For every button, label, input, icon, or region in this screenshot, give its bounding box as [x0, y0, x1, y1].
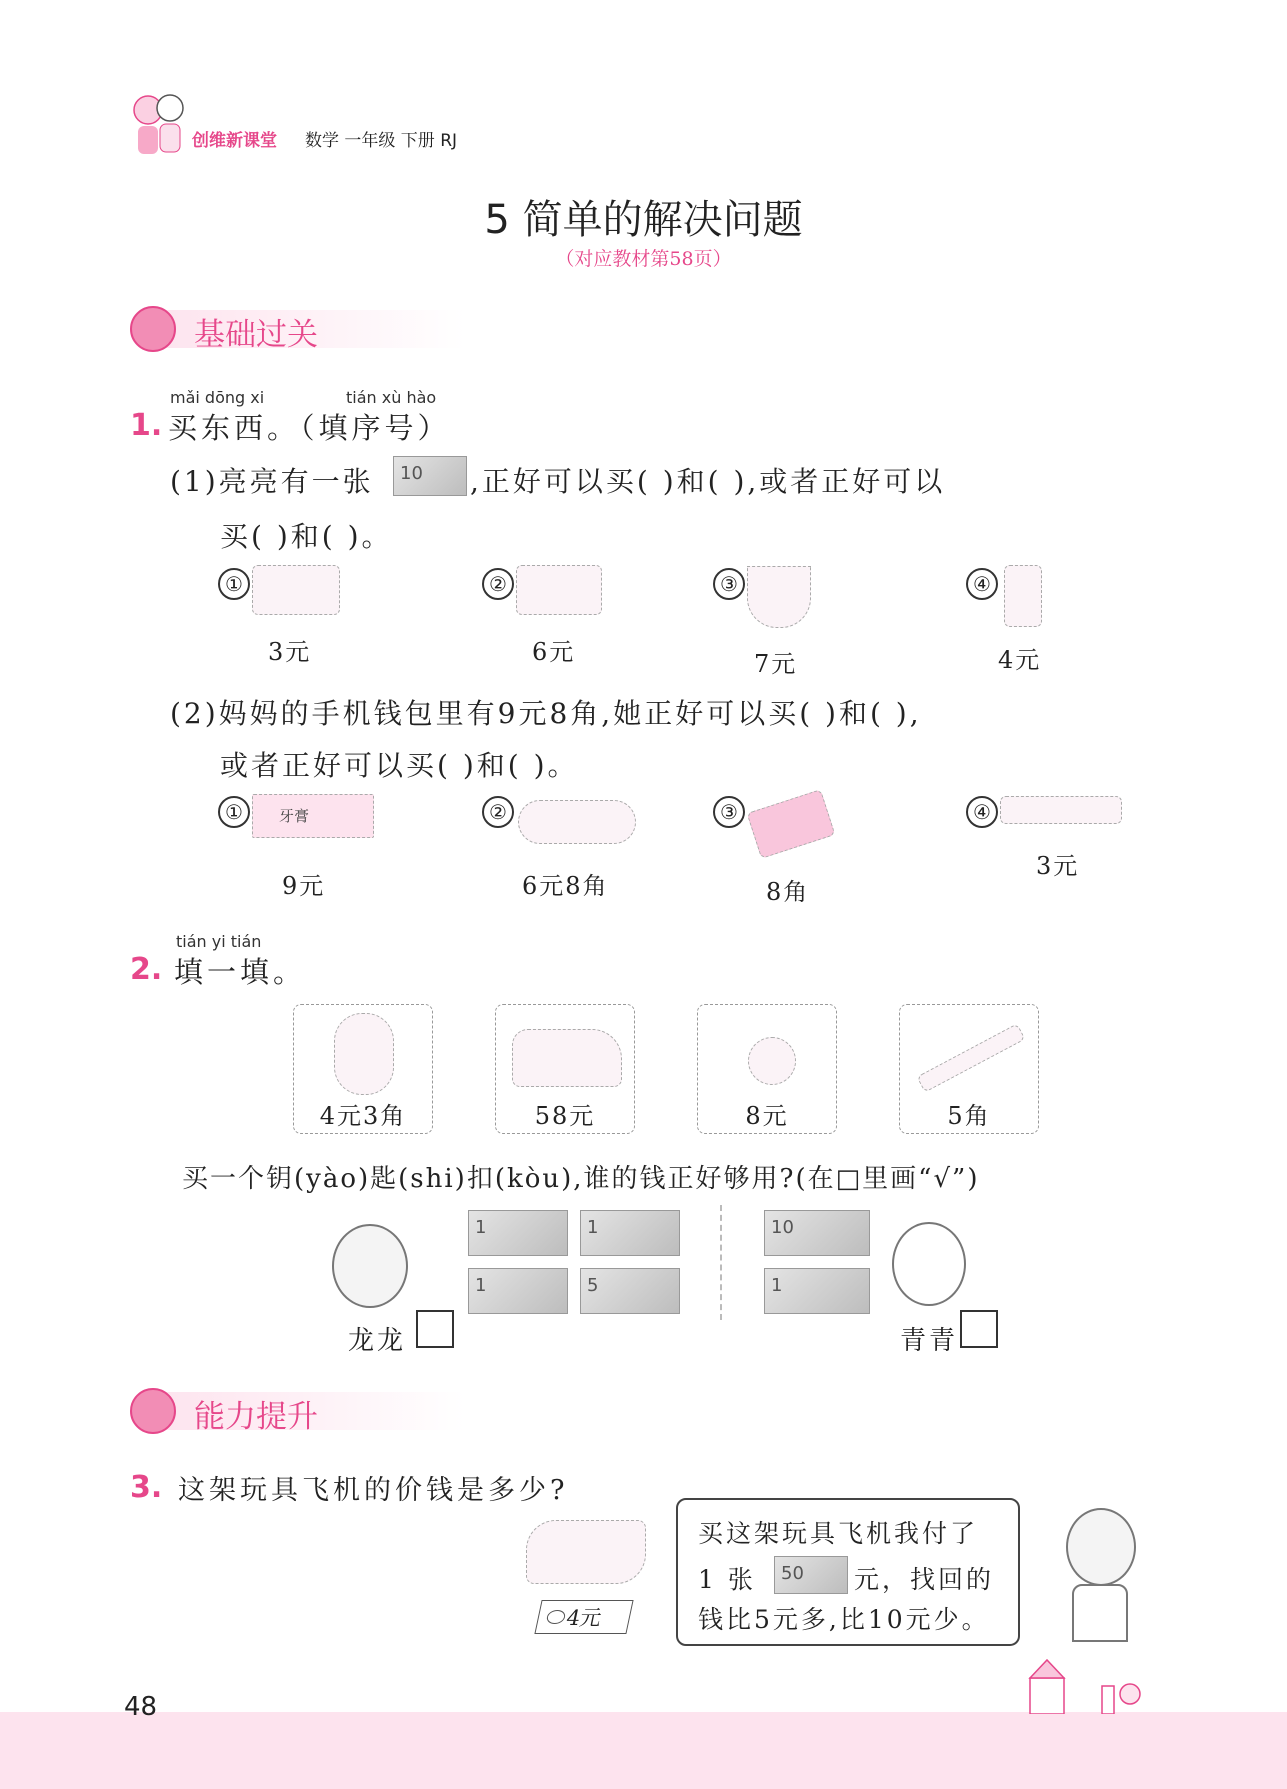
- q3-title: 这架玩具飞机的价钱是多少?: [178, 1475, 569, 1506]
- page-number: 48: [124, 1692, 158, 1722]
- q2-pinyin: tián yi tián: [176, 932, 262, 951]
- soda-can-icon: [1004, 565, 1042, 627]
- price-tag-text: 4元: [564, 1606, 604, 1630]
- item-price: 4元3角: [319, 1102, 407, 1130]
- slippers-icon: [518, 800, 636, 844]
- q1-pinyin-b: tián xù hào: [346, 388, 437, 407]
- blank-oval-icon: [546, 1610, 567, 1624]
- toothbrush-icon: [1000, 796, 1122, 824]
- item-price: 6元8角: [522, 872, 609, 900]
- item-price: 8元: [745, 1102, 789, 1130]
- item-price: 3元: [268, 638, 312, 666]
- item-mark: ④: [966, 568, 998, 600]
- q2-number: 2.: [130, 952, 163, 987]
- section-title-advanced: 能力提升: [194, 1399, 318, 1435]
- bubble-line1: 买这架玩具飞机我付了: [698, 1519, 979, 1548]
- item-card-ruler: [899, 1004, 1039, 1134]
- mascot-badge-icon: [130, 1388, 176, 1434]
- section-banner-basic: [130, 306, 510, 352]
- sausage-icon: [252, 565, 340, 615]
- bill-value: 5: [587, 1275, 599, 1296]
- checkbox-qingqing[interactable]: [960, 1310, 998, 1348]
- noodle-bowl-icon: [747, 566, 811, 628]
- item-mark: ④: [966, 796, 998, 828]
- header-mascot-icon: [128, 88, 190, 158]
- divider: [720, 1205, 722, 1320]
- bill-1-yuan-icon: [580, 1210, 680, 1256]
- skewers-icon: [516, 565, 602, 615]
- item-mark: ③: [713, 568, 745, 600]
- bill-1-yuan-icon: [468, 1268, 568, 1314]
- header-subtitle: 数学 一年级 下册 RJ: [305, 131, 458, 151]
- item-mark: ①: [218, 796, 250, 828]
- bill-value: 10: [771, 1217, 794, 1238]
- item-price: 3元: [1036, 852, 1080, 880]
- bill-value: 1: [475, 1275, 487, 1296]
- item-mark: ③: [713, 796, 745, 828]
- item-card-keychain: [697, 1004, 837, 1134]
- bill-value: 1: [771, 1275, 783, 1296]
- item-mark: ①: [218, 568, 250, 600]
- footer-band: [0, 1712, 1287, 1789]
- item-price: 6元: [532, 638, 576, 666]
- item-card-sneakers: [495, 1004, 635, 1134]
- girl-qingqing-icon: [892, 1222, 966, 1306]
- keychain-icon: [748, 1037, 796, 1085]
- bill-value: 50: [781, 1563, 804, 1584]
- boy-longlong-icon: [332, 1224, 408, 1308]
- sneakers-icon: [512, 1029, 622, 1087]
- item-price: 58元: [534, 1102, 596, 1130]
- bill-value: 10: [400, 463, 423, 484]
- boy-body-icon: [1072, 1584, 1128, 1642]
- q1-pinyin-a: mǎi dōng xi: [170, 388, 265, 407]
- q1-number: 1.: [130, 408, 163, 443]
- bill-50-yuan-icon: [774, 1556, 848, 1594]
- q3-number: 3.: [130, 1470, 163, 1505]
- q1-part2-line1: (2)妈妈的手机钱包里有9元8角,她正好可以买( )和( ),: [170, 697, 922, 730]
- item-card-teddy-bear: [293, 1004, 433, 1134]
- toothpaste-label: 牙膏: [279, 807, 310, 825]
- toothpaste-box-icon: [252, 794, 374, 838]
- item-mark: ②: [482, 796, 514, 828]
- speech-bubble: [676, 1498, 1020, 1646]
- qingqing-name: 青青: [900, 1326, 959, 1356]
- q2-title: 填一填。: [174, 955, 307, 989]
- ruler-icon: [916, 1023, 1025, 1092]
- bill-10-yuan-icon: [393, 456, 467, 496]
- bill-1-yuan-icon: [764, 1268, 870, 1314]
- bill-value: 1: [475, 1217, 487, 1238]
- q2-question: 买一个钥(yào)匙(shi)扣(kòu),谁的钱正好够用?(在□里画“√”): [182, 1164, 980, 1194]
- castle-decoration-icon: [1000, 1656, 1150, 1714]
- section-banner-advanced: [130, 1388, 510, 1434]
- item-price: 9元: [282, 872, 326, 900]
- item-mark: ②: [482, 568, 514, 600]
- q1-part1-line2: 买( )和( )。: [220, 520, 393, 553]
- bubble-line2-b: 元，找回的: [854, 1565, 995, 1594]
- q1-title: 买东西。（填序号）: [168, 411, 451, 445]
- section-title-basic: 基础过关: [194, 317, 318, 353]
- bubble-line2-a: 1 张: [698, 1565, 756, 1594]
- teddy-bear-icon: [334, 1013, 394, 1095]
- bubble-line3: 钱比5元多,比10元少。: [698, 1605, 990, 1634]
- item-price: 7元: [754, 650, 798, 678]
- item-price: 5角: [947, 1102, 991, 1130]
- toy-airplane-icon: [526, 1520, 646, 1584]
- bill-10-yuan-icon: [764, 1210, 870, 1256]
- bill-5-yuan-icon: [580, 1268, 680, 1314]
- longlong-name: 龙龙: [348, 1326, 407, 1356]
- item-price: 8角: [766, 878, 810, 906]
- checkbox-longlong[interactable]: [416, 1310, 454, 1348]
- lesson-title: 5 简单的解决问题: [484, 197, 803, 243]
- boy-speaker-icon: [1066, 1508, 1136, 1586]
- item-price: 4元: [998, 646, 1042, 674]
- lesson-reference: （对应教材第58页）: [555, 248, 732, 270]
- handkerchief-icon: [746, 789, 835, 859]
- mascot-badge-icon: [130, 306, 176, 352]
- bill-1-yuan-icon: [468, 1210, 568, 1256]
- price-tag: [534, 1600, 633, 1634]
- q1-part1-line1-b: ,正好可以买( )和( ),或者正好可以: [470, 465, 946, 498]
- header-brand: 创维新课堂: [192, 131, 277, 151]
- bill-value: 1: [587, 1217, 599, 1238]
- q1-part2-line2: 或者正好可以买( )和( )。: [220, 749, 579, 782]
- q1-part1-line1-a: (1)亮亮有一张: [170, 465, 374, 498]
